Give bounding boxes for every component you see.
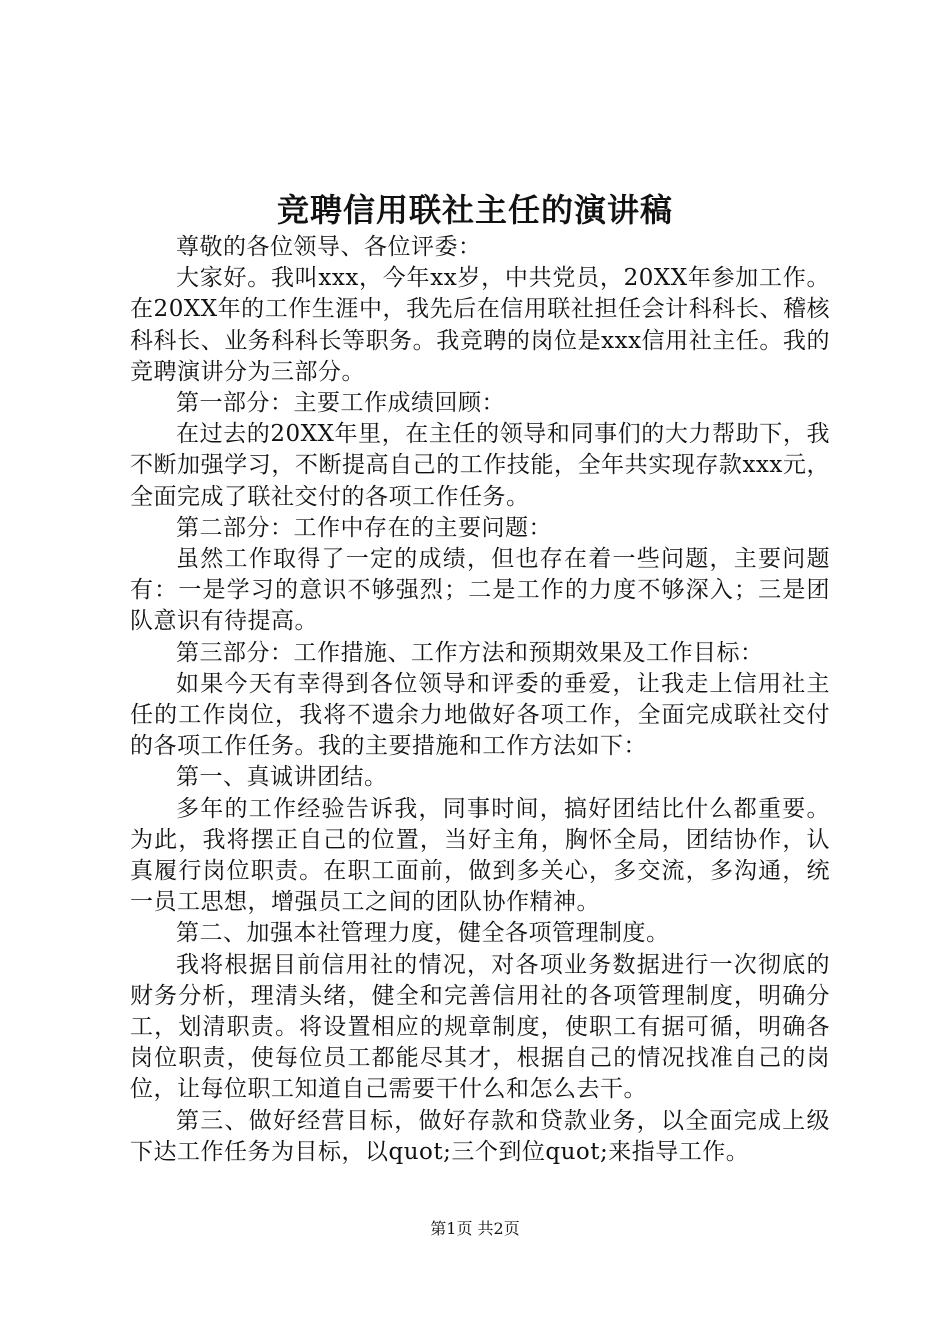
document-body — [130, 232, 830, 1168]
paragraph-salutation: 尊敬的各位领导、各位评委： — [176, 234, 482, 260]
section-heading: 第二部分：工作中存在的主要问题： — [176, 514, 552, 541]
paragraph: 第三、做好经营目标，做好存款和贷款业务，以全面完成上级下达工作任务为目标，以quot;三个到位quot;来指导工作。 — [130, 1107, 830, 1165]
paragraph: 大家好。我叫xxx，今年xx岁，中共党员，20XX年参加工作。在20XX年的工作生涯中，我先后在信用联社担任会计科科长、稽核科科长、业务科科长等职务。我竞聘的岗位是xxx信用社主任。我的竞聘演讲分为三部分。 — [130, 265, 830, 385]
subsection-heading: 第二、加强本社管理力度，健全各项管理制度。 — [176, 920, 670, 947]
paragraph: 如果今天有幸得到各位领导和评委的垂爱，让我走上信用社主任的工作岗位，我将不遗余力地做好各项工作，全面完成联社交付的各项工作任务。我的主要措施和工作方法如下： — [130, 670, 830, 760]
section-heading: 第三部分：工作措施、工作方法和预期效果及工作目标： — [176, 639, 764, 666]
paragraph: 在过去的20XX年里，在主任的领导和同事们的大力帮助下，我不断加强学习，不断提高自己的工作技能，全年共实现存款xxx元，全面完成了联社交付的各项工作任务。 — [130, 421, 830, 510]
paragraph: 虽然工作取得了一定的成绩，但也存在着一些问题，主要问题有：一是学习的意识不够强烈；二是工作的力度不够深入；三是团队意识有待提高。 — [130, 546, 830, 635]
page-number-footer: 第1页 共2页 — [430, 1219, 520, 1238]
section-heading: 第一部分：主要工作成绩回顾： — [176, 390, 505, 417]
document-title: 竞聘信用联社主任的演讲稿 — [276, 191, 673, 229]
paragraph: 我将根据目前信用社的情况，对各项业务数据进行一次彻底的财务分析，理清头绪，健全和完善信用社的各项管理制度，明确分工，划清职责。将设置相应的规章制度，使职工有据可循，明确各岗位职责，使每位员工都能尽其才，根据自己的情况找准自己的岗位，让每位职工知道自己需要干什么和怎么去干。 — [130, 951, 830, 1103]
paragraph: 多年的工作经验告诉我，同事时间，搞好团结比什么都重要。为此，我将摆正自己的位置，当好主角，胸怀全局，团结协作，认真履行岗位职责。在职工面前，做到多关心，多交流，多沟通，统一员工思想，增强员工之间的团队协作精神。 — [130, 795, 830, 916]
subsection-heading: 第一、真诚讲团结。 — [176, 764, 388, 791]
